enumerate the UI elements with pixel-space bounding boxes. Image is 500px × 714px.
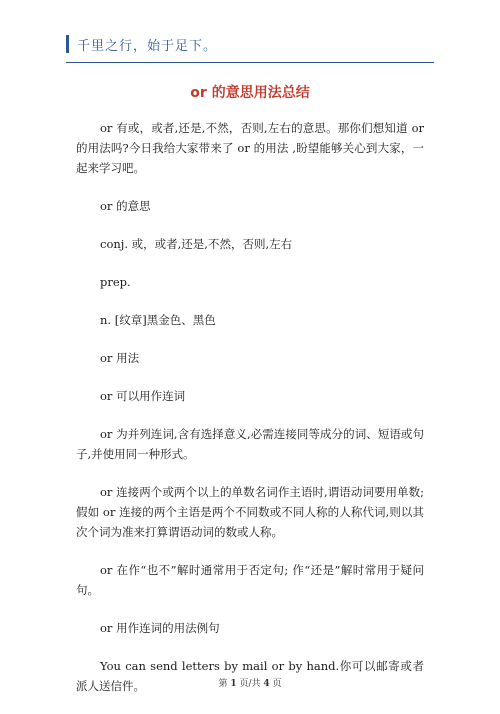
paragraph: or 连接两个或两个以上的单数名词作主语时,谓语动词要用单数;假如 or 连接的两个主语是两个不同数或不同人称的人称代词,则以其次个词为准来打算谓语动词的数或人称。 <box>76 485 424 539</box>
page-footer <box>0 676 500 689</box>
paragraph: n. [纹章]黑金色、黑色 <box>100 313 216 327</box>
footer-prefix: 第 <box>218 679 228 689</box>
paragraph: conj. 或，或者,还是,不然，否则,左右 <box>100 237 293 251</box>
paragraph: or 用作连词的用法例句 <box>100 621 220 635</box>
paragraph: or 在作“也不”解时通常用于否定句; 作“还是”解时常用于疑问句。 <box>76 563 424 597</box>
paragraph: You can send letters by mail or by hand.你可以邮寄或者派人送信件。 <box>76 659 424 693</box>
document-body <box>76 118 424 714</box>
paragraph: or 的意思 <box>100 199 151 213</box>
header-motto: 千里之行，始于足下。 <box>77 38 218 54</box>
document-title: or 的意思用法总结 <box>190 85 310 101</box>
paragraph: or 用法 <box>100 351 140 365</box>
header-divider <box>66 62 434 63</box>
header-accent-bar <box>66 35 69 53</box>
footer-page-number: 1 <box>230 679 237 689</box>
paragraph: or 有或，或者,还是,不然，否则,左右的意思。那你们想知道 or 的用法吗?今日我给大家带来了 or 的用法 ,盼望能够关心到大家，一起来学习吧。 <box>76 121 424 175</box>
footer-suffix: 页 <box>272 679 282 689</box>
paragraph: or 可以用作连词 <box>100 389 186 403</box>
paragraph: prep. <box>100 275 131 289</box>
page-header <box>66 34 217 54</box>
footer-total-pages: 4 <box>263 679 270 689</box>
footer-middle: 页/共 <box>239 679 261 689</box>
paragraph: or 为并列连词,含有选择意义,必需连接同等成分的词、短语或句子,并使用同一种形式。 <box>76 427 424 461</box>
